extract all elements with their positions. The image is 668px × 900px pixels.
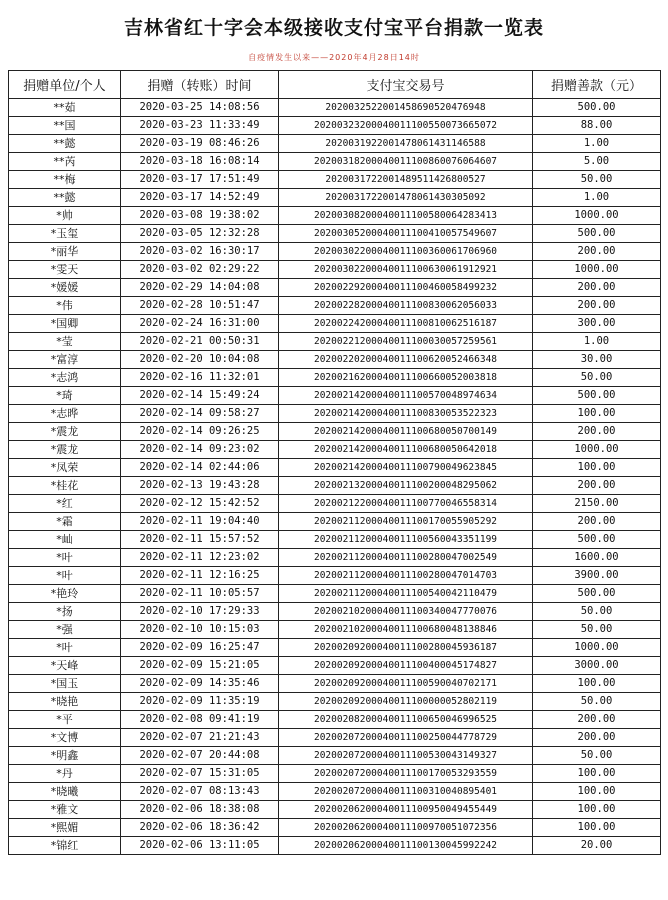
time-cell: 2020-02-11 12:16:25: [121, 567, 279, 585]
time-cell: 2020-02-24 16:31:00: [121, 315, 279, 333]
donor-cell: *伟: [9, 297, 121, 315]
time-cell: 2020-03-02 02:29:22: [121, 261, 279, 279]
transaction-id-cell: 20200302200040011100630061912921: [279, 261, 533, 279]
table-row: [9, 495, 661, 513]
time-cell: 2020-02-07 21:21:43: [121, 729, 279, 747]
time-cell: 2020-02-14 15:49:24: [121, 387, 279, 405]
donor-cell: **芮: [9, 153, 121, 171]
donor-cell: *雯天: [9, 261, 121, 279]
table-row: [9, 621, 661, 639]
header-transaction-id: 支付宝交易号: [279, 71, 533, 99]
transaction-id-cell: 20200214200040011100830053522323: [279, 405, 533, 423]
table-row: [9, 819, 661, 837]
transaction-id-cell: 20200308200040011100580064283413: [279, 207, 533, 225]
amount-cell: 3900.00: [533, 567, 661, 585]
time-cell: 2020-02-14 09:58:27: [121, 405, 279, 423]
table-row: [9, 405, 661, 423]
transaction-id-cell: 20200210200040011100680048138846: [279, 621, 533, 639]
amount-cell: 500.00: [533, 387, 661, 405]
time-cell: 2020-02-11 12:23:02: [121, 549, 279, 567]
transaction-id-cell: 2020031722001478061430305092: [279, 189, 533, 207]
amount-cell: 1000.00: [533, 261, 661, 279]
donor-cell: *媛媛: [9, 279, 121, 297]
amount-cell: 300.00: [533, 315, 661, 333]
table-row: [9, 225, 661, 243]
table-row: [9, 675, 661, 693]
amount-cell: 200.00: [533, 423, 661, 441]
table-row: [9, 423, 661, 441]
table-row: [9, 549, 661, 567]
amount-cell: 20.00: [533, 837, 661, 855]
transaction-id-cell: 20200211200040011100560043351199: [279, 531, 533, 549]
transaction-id-cell: 20200207200040011100530043149327: [279, 747, 533, 765]
table-row: [9, 765, 661, 783]
table-row: [9, 315, 661, 333]
amount-cell: 50.00: [533, 747, 661, 765]
transaction-id-cell: 20200206200040011100130045992242: [279, 837, 533, 855]
table-row: [9, 747, 661, 765]
amount-cell: 100.00: [533, 819, 661, 837]
time-cell: 2020-03-05 12:32:28: [121, 225, 279, 243]
header-row: [9, 71, 661, 99]
transaction-id-cell: 20200211200040011100540042110479: [279, 585, 533, 603]
transaction-id-cell: 20200207200040011100310040895401: [279, 783, 533, 801]
document-subtitle: 自疫情发生以来——2020年4月28日14时: [248, 53, 420, 62]
transaction-id-cell: 20200221200040011100030057259561: [279, 333, 533, 351]
table-header: [9, 71, 661, 99]
time-cell: 2020-03-08 19:38:02: [121, 207, 279, 225]
time-cell: 2020-02-10 10:15:03: [121, 621, 279, 639]
time-cell: 2020-02-08 09:41:19: [121, 711, 279, 729]
amount-cell: 50.00: [533, 693, 661, 711]
table-row: [9, 333, 661, 351]
donor-cell: *叶: [9, 567, 121, 585]
table-row: [9, 801, 661, 819]
transaction-id-cell: 2020031922001478061431146588: [279, 135, 533, 153]
donor-cell: *震龙: [9, 441, 121, 459]
transaction-id-cell: 20200207200040011100250044778729: [279, 729, 533, 747]
table-row: [9, 135, 661, 153]
donor-cell: *锦红: [9, 837, 121, 855]
table-row: [9, 297, 661, 315]
amount-cell: 50.00: [533, 621, 661, 639]
transaction-id-cell: 20200323200040011100550073665072: [279, 117, 533, 135]
time-cell: 2020-02-29 14:04:08: [121, 279, 279, 297]
table-row: [9, 477, 661, 495]
amount-cell: 200.00: [533, 243, 661, 261]
amount-cell: 200.00: [533, 729, 661, 747]
document-title: 吉林省红十字会本级接收支付宝平台捐款一览表: [123, 17, 544, 39]
donor-cell: **梅: [9, 171, 121, 189]
table-row: [9, 585, 661, 603]
time-cell: 2020-02-11 15:57:52: [121, 531, 279, 549]
amount-cell: 100.00: [533, 405, 661, 423]
time-cell: 2020-02-13 19:43:28: [121, 477, 279, 495]
table-row: [9, 261, 661, 279]
donor-cell: *艳玲: [9, 585, 121, 603]
time-cell: 2020-02-09 16:25:47: [121, 639, 279, 657]
donor-cell: *红: [9, 495, 121, 513]
table-row: [9, 153, 661, 171]
donor-cell: *平: [9, 711, 121, 729]
amount-cell: 500.00: [533, 531, 661, 549]
table-row: [9, 459, 661, 477]
time-cell: 2020-02-28 10:51:47: [121, 297, 279, 315]
donor-cell: *明鑫: [9, 747, 121, 765]
amount-cell: 1.00: [533, 333, 661, 351]
transaction-id-cell: 20200211200040011100280047014703: [279, 567, 533, 585]
time-cell: 2020-02-16 11:32:01: [121, 369, 279, 387]
header-time: 捐赠（转账）时间: [121, 71, 279, 99]
donor-cell: *琦: [9, 387, 121, 405]
transaction-id-cell: 20200229200040011100460058499232: [279, 279, 533, 297]
table-row: [9, 441, 661, 459]
table-row: [9, 531, 661, 549]
table-row: [9, 603, 661, 621]
amount-cell: 200.00: [533, 513, 661, 531]
time-cell: 2020-02-20 10:04:08: [121, 351, 279, 369]
transaction-id-cell: 20200209200040011100590040702171: [279, 675, 533, 693]
donor-cell: *屾: [9, 531, 121, 549]
donor-cell: *强: [9, 621, 121, 639]
amount-cell: 1000.00: [533, 441, 661, 459]
amount-cell: 200.00: [533, 711, 661, 729]
donor-cell: *志鸿: [9, 369, 121, 387]
amount-cell: 50.00: [533, 603, 661, 621]
amount-cell: 2150.00: [533, 495, 661, 513]
time-cell: 2020-02-14 09:26:25: [121, 423, 279, 441]
table-row: [9, 243, 661, 261]
table-row: [9, 351, 661, 369]
time-cell: 2020-03-18 16:08:14: [121, 153, 279, 171]
table-row: [9, 693, 661, 711]
table-row: [9, 189, 661, 207]
transaction-id-cell: 20200212200040011100770046558314: [279, 495, 533, 513]
donor-cell: **国: [9, 117, 121, 135]
time-cell: 2020-02-10 17:29:33: [121, 603, 279, 621]
transaction-id-cell: 20200220200040011100620052466348: [279, 351, 533, 369]
time-cell: 2020-03-19 08:46:26: [121, 135, 279, 153]
transaction-id-cell: 20200211200040011100280047002549: [279, 549, 533, 567]
donor-cell: **懿: [9, 135, 121, 153]
table-row: [9, 513, 661, 531]
transaction-id-cell: 20200209200040011100400045174827: [279, 657, 533, 675]
transaction-id-cell: 20200228200040011100830062056033: [279, 297, 533, 315]
time-cell: 2020-03-17 17:51:49: [121, 171, 279, 189]
time-cell: 2020-02-06 13:11:05: [121, 837, 279, 855]
time-cell: 2020-02-09 11:35:19: [121, 693, 279, 711]
time-cell: 2020-02-06 18:38:08: [121, 801, 279, 819]
transaction-id-cell: 20200214200040011100790049623845: [279, 459, 533, 477]
transaction-id-cell: 2020032522001458690520476948: [279, 99, 533, 117]
donor-cell: *莹: [9, 333, 121, 351]
donor-cell: *丹: [9, 765, 121, 783]
amount-cell: 100.00: [533, 675, 661, 693]
transaction-id-cell: 20200210200040011100340047770076: [279, 603, 533, 621]
table-row: [9, 711, 661, 729]
donor-cell: *天峰: [9, 657, 121, 675]
amount-cell: 500.00: [533, 225, 661, 243]
donor-cell: *晓曦: [9, 783, 121, 801]
amount-cell: 100.00: [533, 459, 661, 477]
donation-table: [8, 70, 661, 855]
donor-cell: *熙媚: [9, 819, 121, 837]
amount-cell: 1600.00: [533, 549, 661, 567]
transaction-id-cell: 20200318200040011100860076064607: [279, 153, 533, 171]
transaction-id-cell: 20200206200040011100970051072356: [279, 819, 533, 837]
transaction-id-cell: 20200213200040011100200048295062: [279, 477, 533, 495]
amount-cell: 200.00: [533, 297, 661, 315]
transaction-id-cell: 20200209200040011100280045936187: [279, 639, 533, 657]
donor-cell: **茹: [9, 99, 121, 117]
donor-cell: *晓艳: [9, 693, 121, 711]
amount-cell: 100.00: [533, 801, 661, 819]
transaction-id-cell: 20200302200040011100360061706960: [279, 243, 533, 261]
donor-cell: **懿: [9, 189, 121, 207]
donor-cell: *叶: [9, 549, 121, 567]
time-cell: 2020-02-09 15:21:05: [121, 657, 279, 675]
table-row: [9, 837, 661, 855]
transaction-id-cell: 20200214200040011100570048974634: [279, 387, 533, 405]
time-cell: 2020-03-25 14:08:56: [121, 99, 279, 117]
donor-cell: *帅: [9, 207, 121, 225]
donor-cell: *叶: [9, 639, 121, 657]
amount-cell: 30.00: [533, 351, 661, 369]
amount-cell: 500.00: [533, 99, 661, 117]
time-cell: 2020-02-14 02:44:06: [121, 459, 279, 477]
donor-cell: *桂花: [9, 477, 121, 495]
amount-cell: 3000.00: [533, 657, 661, 675]
time-cell: 2020-02-11 19:04:40: [121, 513, 279, 531]
time-cell: 2020-02-14 09:23:02: [121, 441, 279, 459]
donor-cell: *玉玺: [9, 225, 121, 243]
donor-cell: *国玉: [9, 675, 121, 693]
table-row: [9, 729, 661, 747]
amount-cell: 100.00: [533, 783, 661, 801]
time-cell: 2020-02-11 10:05:57: [121, 585, 279, 603]
time-cell: 2020-02-07 08:13:43: [121, 783, 279, 801]
time-cell: 2020-03-02 16:30:17: [121, 243, 279, 261]
table-row: [9, 387, 661, 405]
header-donor: 捐赠单位/个人: [9, 71, 121, 99]
donor-cell: *震龙: [9, 423, 121, 441]
donor-cell: *丽华: [9, 243, 121, 261]
amount-cell: 50.00: [533, 171, 661, 189]
time-cell: 2020-02-07 15:31:05: [121, 765, 279, 783]
amount-cell: 50.00: [533, 369, 661, 387]
transaction-id-cell: 20200216200040011100660052003818: [279, 369, 533, 387]
donor-cell: *国卿: [9, 315, 121, 333]
table-row: [9, 171, 661, 189]
donor-cell: *凤荣: [9, 459, 121, 477]
table-row: [9, 99, 661, 117]
donor-cell: *霜: [9, 513, 121, 531]
transaction-id-cell: 20200224200040011100810062516187: [279, 315, 533, 333]
table-row: [9, 117, 661, 135]
transaction-id-cell: 20200214200040011100680050642018: [279, 441, 533, 459]
time-cell: 2020-03-23 11:33:49: [121, 117, 279, 135]
transaction-id-cell: 20200211200040011100170055905292: [279, 513, 533, 531]
table-row: [9, 567, 661, 585]
amount-cell: 1.00: [533, 135, 661, 153]
donor-cell: *扬: [9, 603, 121, 621]
time-cell: 2020-03-17 14:52:49: [121, 189, 279, 207]
donor-cell: *志晔: [9, 405, 121, 423]
transaction-id-cell: 2020031722001489511426800527: [279, 171, 533, 189]
amount-cell: 1000.00: [533, 639, 661, 657]
transaction-id-cell: 20200208200040011100650046996525: [279, 711, 533, 729]
donor-cell: *文博: [9, 729, 121, 747]
amount-cell: 500.00: [533, 585, 661, 603]
table-row: [9, 657, 661, 675]
amount-cell: 200.00: [533, 477, 661, 495]
amount-cell: 88.00: [533, 117, 661, 135]
table-row: [9, 279, 661, 297]
amount-cell: 200.00: [533, 279, 661, 297]
table-row: [9, 639, 661, 657]
transaction-id-cell: 20200206200040011100950049455449: [279, 801, 533, 819]
time-cell: 2020-02-07 20:44:08: [121, 747, 279, 765]
time-cell: 2020-02-12 15:42:52: [121, 495, 279, 513]
time-cell: 2020-02-09 14:35:46: [121, 675, 279, 693]
transaction-id-cell: 20200207200040011100170053293559: [279, 765, 533, 783]
transaction-id-cell: 20200305200040011100410057549607: [279, 225, 533, 243]
time-cell: 2020-02-21 00:50:31: [121, 333, 279, 351]
donor-cell: *富淳: [9, 351, 121, 369]
amount-cell: 5.00: [533, 153, 661, 171]
amount-cell: 1.00: [533, 189, 661, 207]
donor-cell: *雅文: [9, 801, 121, 819]
table-row: [9, 207, 661, 225]
header-amount: 捐赠善款（元）: [533, 71, 661, 99]
table-body: [9, 99, 661, 855]
table-row: [9, 783, 661, 801]
amount-cell: 1000.00: [533, 207, 661, 225]
transaction-id-cell: 20200209200040011100000052802119: [279, 693, 533, 711]
amount-cell: 100.00: [533, 765, 661, 783]
time-cell: 2020-02-06 18:36:42: [121, 819, 279, 837]
transaction-id-cell: 20200214200040011100680050700149: [279, 423, 533, 441]
table-row: [9, 369, 661, 387]
